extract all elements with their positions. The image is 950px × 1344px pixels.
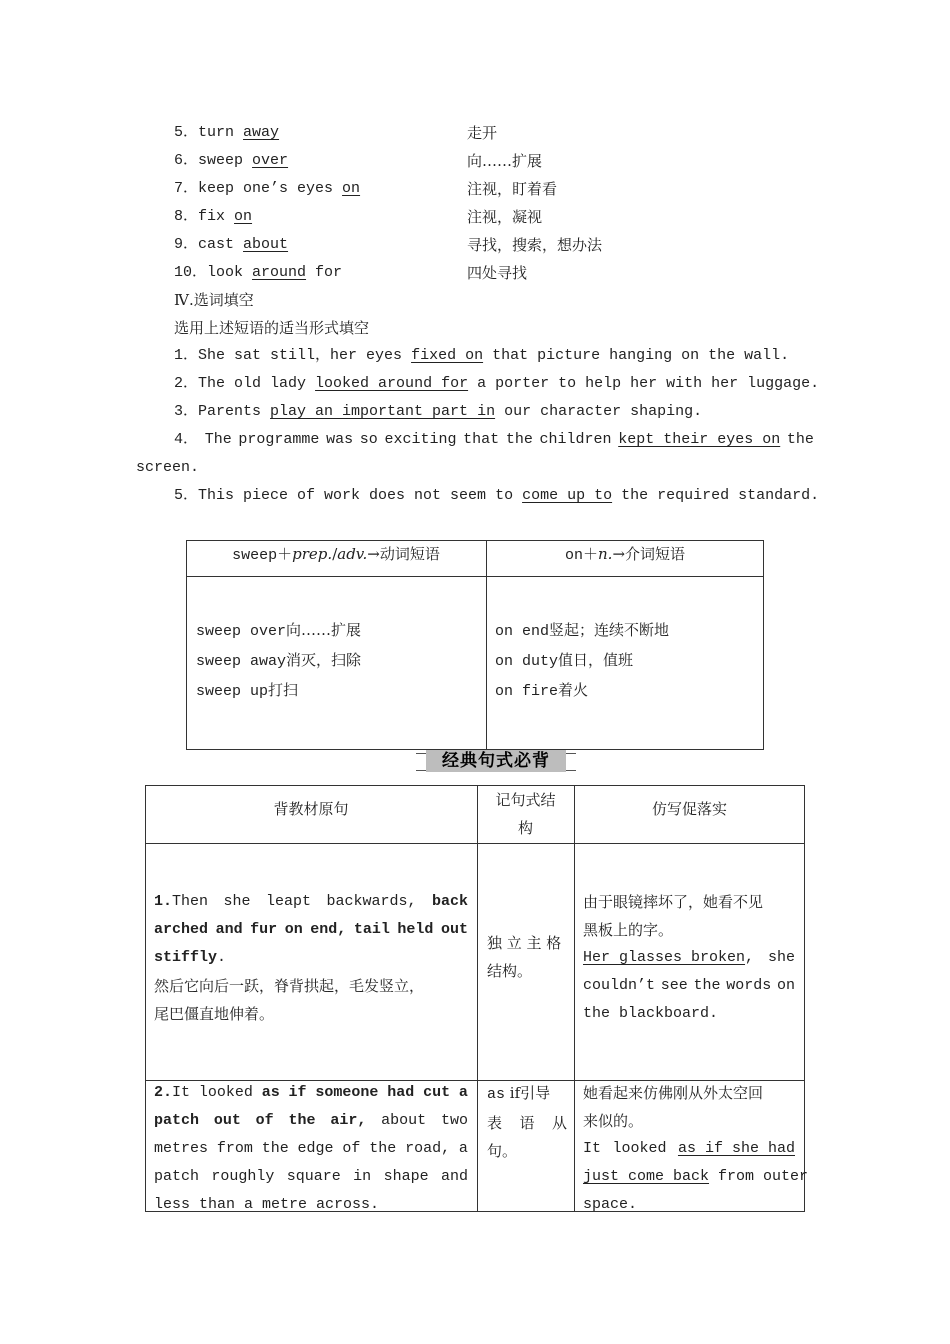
- table1-right-header: on＋n.→介词短语: [564, 545, 686, 564]
- phrase-meaning: 走开: [467, 124, 498, 142]
- section-banner: [416, 751, 576, 773]
- table1-right-items: [495, 616, 669, 706]
- phrase-item: 5．turn away: [174, 124, 280, 141]
- phrase-item: 10．look around for: [174, 264, 343, 281]
- column-header-original: 背教材原句: [273, 800, 349, 818]
- phrase-meaning: 四处寻找: [467, 264, 528, 282]
- exercise-item: 5．This piece of work does not seem to come up to the required standard.: [174, 487, 820, 504]
- exercise-item: 3．Parents play an important part in our character shaping.: [174, 403, 703, 420]
- phrase-meaning: 寻找，搜索，想办法: [467, 236, 603, 254]
- phrase-item: 7．keep one’s eyes on: [174, 180, 361, 197]
- column-header-imitation: 仿写促落实: [651, 800, 727, 818]
- table-divider: [486, 540, 487, 750]
- phrase-item: 8．fix on: [174, 208, 253, 225]
- column-header-structure: 记句式结 构: [495, 791, 556, 837]
- table-divider: [574, 785, 575, 1212]
- instruction: 选用上述短语的适当形式填空: [174, 319, 370, 337]
- exercise-item: 1．She sat still，her eyes fixed on that picture hanging on the wall.: [174, 347, 790, 364]
- phrase-meaning: 注视，盯着看: [467, 180, 558, 198]
- exercise-item: 2．The old lady looked around for a porter to help her with her luggage.: [174, 375, 820, 392]
- list-item: sweep over向……扩展: [196, 621, 362, 640]
- table-divider: [477, 785, 478, 1212]
- table-divider: [186, 576, 764, 577]
- list-item: on fire着火: [495, 681, 589, 700]
- list-item: on duty值日，值班: [495, 651, 634, 670]
- list-item: sweep away消灭，扫除: [196, 651, 362, 670]
- list-item: on end竖起；连续不断地: [495, 621, 670, 640]
- row1-original: 1.Then she leapt backwards, back arched and fur on end, tail held out stiffly. 然后它向后一跃，脊背拱起，毛发竖立， 尾巴僵直地伸着。: [154, 893, 468, 1023]
- row1-structure: 独 立 主 格 结构。: [487, 934, 562, 980]
- table1-left-items: [196, 616, 361, 706]
- phrase-meaning: 向……扩展: [467, 152, 543, 170]
- phrase-meaning: 注视，凝视: [467, 208, 543, 226]
- row2-original: 2.It looked as if someone had cut a patch out of the air, about two metres from the edge of the road, a patch roughly square in shape and less than a metre across.: [154, 1084, 468, 1213]
- phrase-item: 9．cast about: [174, 236, 289, 253]
- banner-title: 经典句式必背: [426, 750, 566, 772]
- row2-imitation: 她看起来仿佛刚从外太空回 来似的。 It looked as if she had just come back from outer space.: [583, 1084, 809, 1213]
- table1-left-header: sweep＋prep./adv.→动词短语: [232, 545, 440, 564]
- list-item: sweep up打扫: [196, 681, 299, 700]
- section-title: Ⅳ.选词填空: [174, 291, 254, 309]
- phrase-item: 6．sweep over: [174, 152, 289, 169]
- exercise-item: 4． The programme was so exciting that the children kept their eyes on the: [174, 431, 814, 448]
- exercise-continuation: screen.: [136, 459, 200, 476]
- table-divider: [145, 843, 805, 844]
- row1-imitation: 由于眼镜摔坏了，她看不见 黑板上的字。 Her glasses broken, she couldn’t see the words on the blackboard.: [583, 893, 795, 1022]
- row2-structure: as if引导 表 语 从 句。: [487, 1084, 567, 1160]
